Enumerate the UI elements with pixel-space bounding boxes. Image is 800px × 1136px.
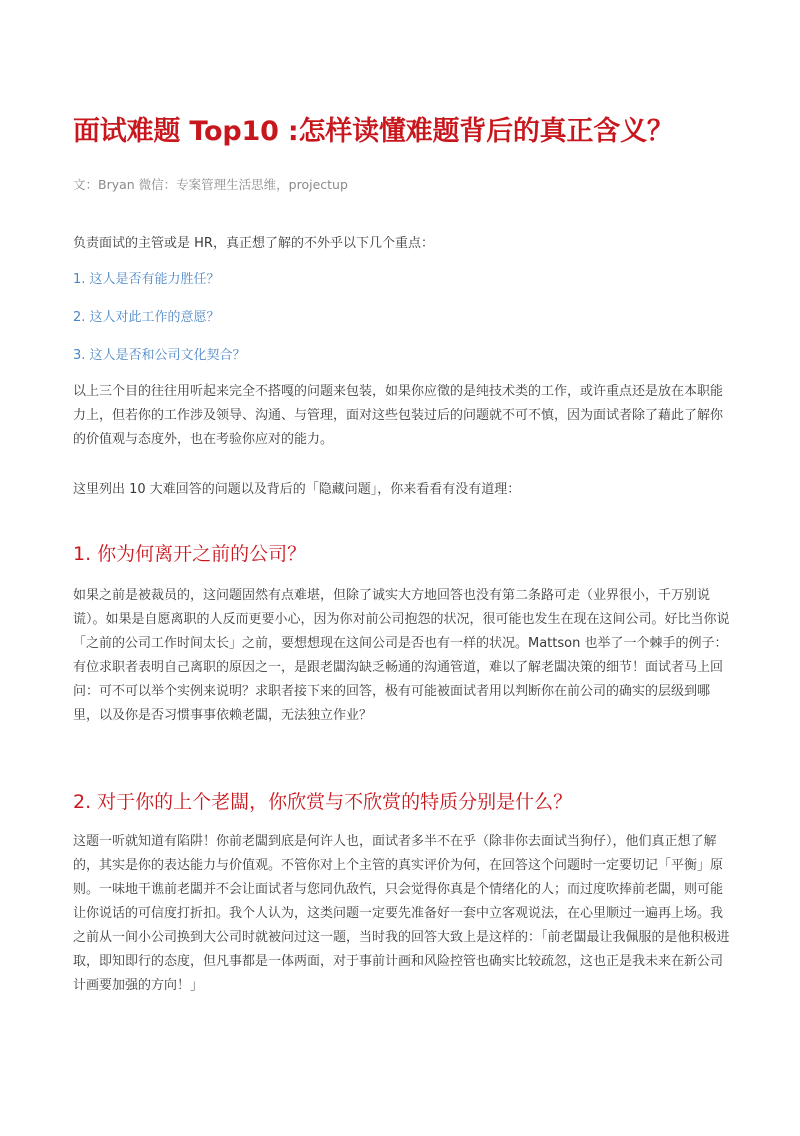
intro-text: 负责面试的主管或是 HR，真正想了解的不外乎以下几个重点： [73, 236, 434, 251]
article-title: 面试难题 Top10 :怎样读懂难题背后的真正含义？ [73, 116, 674, 147]
section-body: 这题一听就知道有陷阱！你前老闆到底是何许人也，面试者多半不在乎（除非你去面试当狗仔），他们真正想了解的，其实是你的表达能力与价值观。不管你对上个主管的真实评价为何，在回答这个问题时一定要切记「平衡」原则。一味地干谯前老闆并不会让面试者与您同仇敌忾，只会觉得你真是个情绪化的人；而过度吹捧前老闆，则可能让你说话的可信度打折扣。我个人认为，这类问题一定要先准备好一套中立客观说法，在心里顺过一遍再上场。我之前从一间小公司换到大公司时就被问过这一题，当时我的回答大致上是这样的：「前老闆最让我佩服的是他积极进取，即知即行的态度，但凡事都是一体两面，对于事前计画和风险控管也确实比较疏忽，这也正是我未来在新公司计画要加强的方向！」 [73, 834, 730, 993]
key-point-2: 2. 这人对此工作的意愿？ [73, 310, 220, 325]
section-heading: 2. 对于你的上个老闆，你欣赏与不欣赏的特质分别是什么？ [73, 791, 573, 813]
key-point-3: 3. 这人是否和公司文化契合？ [73, 348, 246, 363]
body-paragraph: 以上三个目的往往用听起来完全不搭嘎的问题来包装，如果你应徵的是纯技术类的工作，或许重点还是放在本职能力上，但若你的工作涉及领导、沟通、与管理，面对这些包装过后的问题就不可不慎，因为面试者除了藉此了解你的价值观与态度外，也在考验你应对的能力。 [73, 384, 724, 447]
key-point-1: 1. 这人是否有能力胜任？ [73, 272, 220, 287]
section-body: 如果之前是被裁员的，这问题固然有点难堪，但除了诚实大方地回答也没有第二条路可走（业界很小，千万别说谎）。如果是自愿离职的人反而更要小心，因为你对前公司抱怨的状况，很可能也发生在现在这间公司。好比当你说「之前的公司工作时间太长」之前，要想想现在这间公司是否也有一样的状况。Mattson 也举了一个棘手的例子：有位求职者表明自己离职的原因之一，是跟老闆沟缺乏畅通的沟通管道，难以了解老闆决策的细节！面试者马上回问：可不可以举个实例来说明？求职者接下来的回答，极有可能被面试者用以判断你在前公司的确实的层级到哪里，以及你是否习惯事事依赖老闆，无法独立作业？ [73, 588, 730, 723]
article-byline: 文：Bryan 微信：专案管理生活思维，projectup [73, 177, 348, 192]
section-heading: 1. 你为何离开之前的公司？ [73, 543, 307, 565]
body-paragraph: 这里列出 10 大难回答的问题以及背后的「隐藏问题」，你来看看有没有道理： [73, 482, 521, 497]
